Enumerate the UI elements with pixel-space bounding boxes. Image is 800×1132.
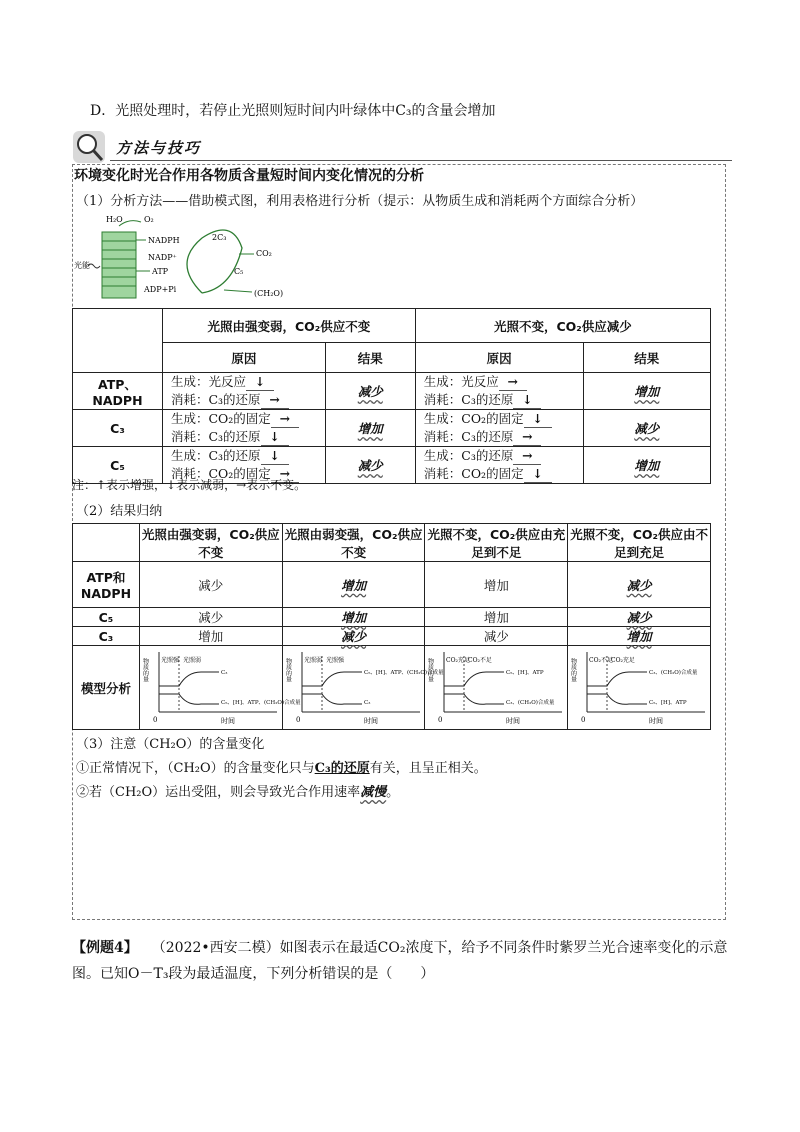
reason-head-a: 原因 [162, 343, 325, 373]
adp-label: ADP+Pi [144, 285, 177, 294]
value-cell: 增加 [568, 627, 711, 646]
falling-curve [587, 694, 647, 704]
falling-curve [159, 694, 219, 704]
corner-cell [73, 309, 163, 373]
magnifier-icon [72, 130, 106, 164]
method-header [72, 130, 732, 164]
summary-head: 光照由强变弱，CO₂供应不变 [139, 524, 282, 562]
x-label: 时间 [220, 717, 235, 725]
model-graph [141, 646, 301, 726]
segment-1-label: CO₂不足 [589, 657, 614, 664]
rising-label: C₅、[H]、ATP、(CH₂O)合成量 [363, 670, 444, 676]
row-label: C₅ [73, 447, 163, 484]
rising-curve [159, 672, 219, 686]
result-cell: 增加 [325, 410, 415, 447]
example-text: （2022•西安二模）如图表示在最适CO₂浓度下，给予不同条件时紫罗兰光合速率变化的示意图。已知O－T₃段为最适温度，下列分析错误的是（ ） [72, 940, 728, 982]
x-label: 时间 [649, 717, 664, 725]
example-4 [72, 935, 732, 987]
model-row [73, 646, 711, 730]
value-cell: 增加 [282, 562, 425, 608]
segment-2-label: CO₂充足 [611, 657, 636, 664]
atp-label: ATP [152, 267, 169, 276]
value-cell: 减少 [139, 562, 282, 608]
falling-label: C₃、(CH₂O)合成量 [506, 700, 555, 706]
value-cell: 增加 [282, 608, 425, 627]
nadp-label: NADP⁺ [148, 253, 177, 262]
rising-curve [302, 672, 362, 686]
point-1: ①正常情况下，（CH₂O）的含量变化只与C₃的还原有关，且呈正相关。 [76, 761, 487, 776]
reason-head-b: 原因 [415, 343, 583, 373]
falling-curve [444, 694, 504, 704]
reason-cell: 生成：光反应 ↓ 消耗：C₃的还原 → [162, 373, 325, 410]
value-cell: 增加 [425, 562, 568, 608]
summary-head: 光照不变，CO₂供应由充足到不足 [425, 524, 568, 562]
light-label: 光能 [74, 261, 90, 270]
ch2o-label: (CH₂O) [254, 289, 284, 298]
reason-cell: 生成：CO₂的固定 → 消耗：C₃的还原 ↓ [162, 410, 325, 447]
rising-curve [587, 672, 647, 686]
segment-1-label: 光照强 [160, 657, 179, 664]
segment-2-label: 光照弱 [182, 657, 201, 664]
origin-label: 0 [152, 716, 158, 724]
y-label: 物质的量 [284, 658, 292, 682]
result-cell: 增加 [583, 447, 710, 484]
step-3: （3）注意（CH₂O）的含量变化 [76, 737, 265, 752]
step-1: （1）分析方法——借助模式图，利用表格进行分析（提示：从物质生成和消耗两个方面综合分析） [76, 194, 644, 209]
model-graph-cell [139, 646, 301, 730]
model-graph [569, 646, 709, 726]
model-graph-cell [425, 646, 568, 730]
falling-label: C₅、[H]、ATP、(CH₂O)合成量 [220, 700, 301, 706]
rising-label: C₃、(CH₂O)合成量 [649, 670, 698, 676]
row-label: 模型分析 [73, 646, 140, 730]
value-cell: 增加 [425, 608, 568, 627]
value-cell: 减少 [568, 608, 711, 627]
x-label: 时间 [506, 717, 521, 725]
table-row [73, 608, 711, 627]
summary-table [72, 523, 711, 730]
falling-curve [302, 694, 362, 704]
co2-label: CO₂ [256, 249, 272, 258]
summary-head: 光照不变，CO₂供应由不足到充足 [568, 524, 711, 562]
origin-label: 0 [295, 716, 301, 724]
header-b: 光照不变，CO₂供应减少 [415, 309, 710, 343]
table-row [73, 373, 711, 410]
method-title: 方法与技巧 [116, 139, 202, 157]
rising-label: C₃ [220, 670, 228, 676]
rising-curve [444, 672, 504, 686]
reason-cell: 生成：C₃的还原 → 消耗：CO₂的固定 ↓ [415, 447, 583, 484]
model-graph [426, 646, 566, 726]
header-a: 光照由强变弱，CO₂供应不变 [162, 309, 415, 343]
nadph-label: NADPH [148, 236, 180, 245]
segment-2-label: 光照强 [325, 657, 344, 664]
analysis-table [72, 308, 711, 484]
row-label: ATP和NADPH [73, 562, 140, 608]
reason-cell: 生成：CO₂的固定 ↓ 消耗：C₃的还原 → [415, 410, 583, 447]
model-graph [284, 646, 444, 726]
origin-label: 0 [581, 716, 586, 724]
row-label: C₅ [73, 608, 140, 627]
result-cell: 减少 [325, 447, 415, 484]
value-cell: 增加 [139, 627, 282, 646]
falling-label: C₃ [363, 700, 370, 706]
point-2: ②若（CH₂O）运出受阻，则会导致光合作用速率减慢。 [76, 785, 400, 800]
table-row [73, 562, 711, 608]
value-cell: 减少 [568, 562, 711, 608]
result-cell: 增加 [583, 373, 710, 410]
result-head-b: 结果 [583, 343, 710, 373]
falling-label: C₅、[H]、ATP [649, 700, 687, 706]
segment-1-label: 光照弱 [303, 657, 322, 664]
model-graph-cell [568, 646, 711, 730]
segment-1-label: CO₂充足 [446, 657, 471, 664]
x-label: 时间 [363, 717, 378, 725]
result-cell: 减少 [583, 410, 710, 447]
table-row [73, 627, 711, 646]
legend-note: 注：↑表示增强，↓表示减弱，→表示不变。 [72, 478, 307, 492]
y-label: 物质的量 [569, 658, 577, 682]
reason-cell: 生成：C₃的还原 ↓ 消耗：CO₂的固定 → [162, 447, 325, 484]
table-row [73, 410, 711, 447]
value-cell: 减少 [282, 627, 425, 646]
origin-label: 0 [438, 716, 443, 724]
value-cell: 减少 [425, 627, 568, 646]
segment-2-label: CO₂不足 [468, 657, 493, 664]
option-d: D．光照处理时，若停止光照则短时间内叶绿体中C₃的含量会增加 [90, 103, 496, 119]
header-divider [110, 160, 732, 161]
thylakoid-stack [102, 232, 136, 298]
y-label: 物质的量 [141, 658, 149, 682]
value-cell: 减少 [139, 608, 282, 627]
y-label: 物质的量 [426, 658, 434, 682]
row-label: ATP、NADPH [73, 373, 163, 410]
summary-head: 光照由弱变强，CO₂供应不变 [282, 524, 425, 562]
h2o-label: H₂O [106, 215, 123, 224]
example-tag: 【例题4】 [72, 940, 131, 956]
rising-label: C₅、[H]、ATP [506, 670, 544, 676]
box-title: 环境变化时光合作用各物质含量短时间内变化情况的分析 [74, 168, 424, 184]
c3x2-label: 2C₃ [212, 233, 227, 242]
row-label: C₃ [73, 627, 140, 646]
model-graph-cell [282, 646, 444, 730]
row-label: C₃ [73, 410, 163, 447]
result-cell: 减少 [325, 373, 415, 410]
o2-label: O₂ [144, 215, 154, 224]
result-head-a: 结果 [325, 343, 415, 373]
step-2: （2）结果归纳 [76, 504, 163, 519]
reason-cell: 生成：光反应 → 消耗：C₃的还原 ↓ [415, 373, 583, 410]
c5-label: C₅ [234, 267, 244, 276]
photosynthesis-diagram [74, 210, 294, 302]
corner-cell [73, 524, 140, 562]
